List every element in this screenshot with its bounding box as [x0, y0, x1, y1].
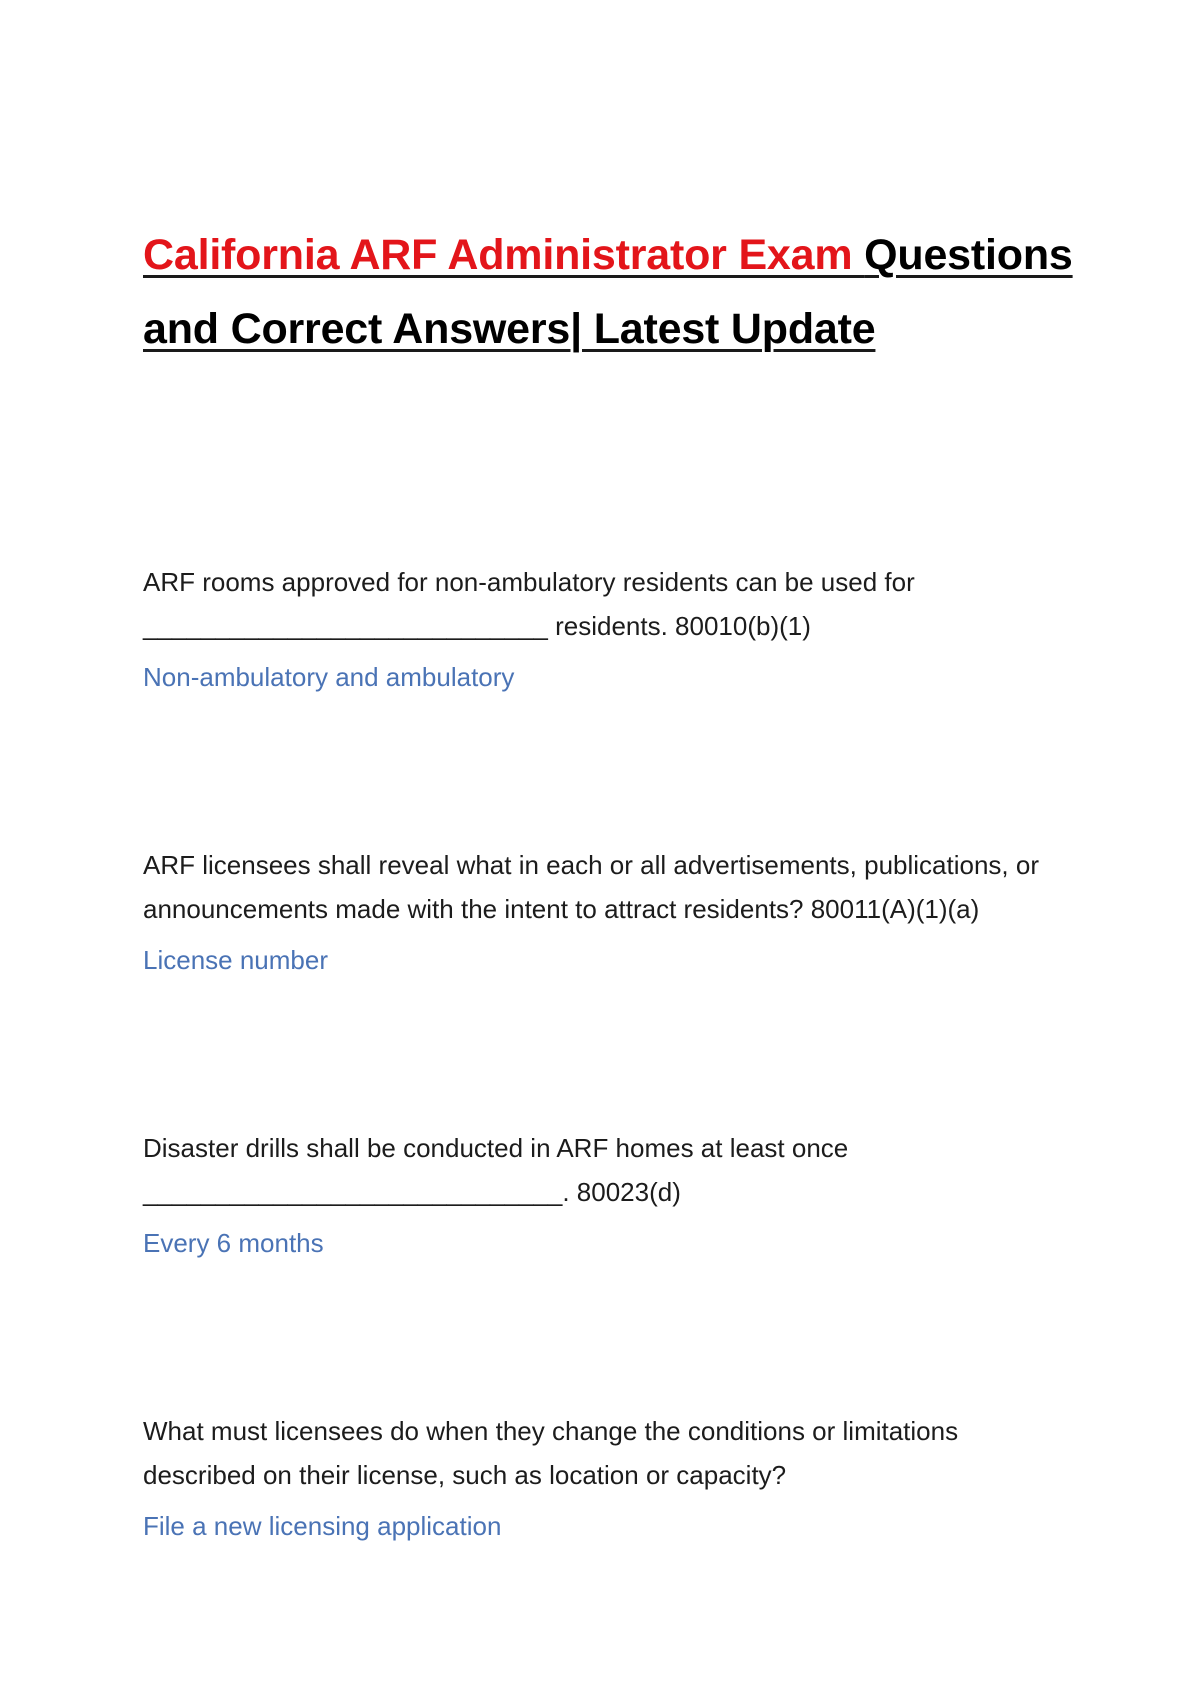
question-text: Disaster drills shall be conducted in ARF homes at least once _____________________________. 80023(d): [143, 1133, 849, 1207]
answer-text: File a new licensing application: [143, 1511, 502, 1541]
qa-list: [143, 560, 1073, 1692]
title-accent-text: California ARF Administrator Exam: [143, 231, 865, 279]
answer-text: License number: [143, 945, 328, 975]
answer-text: Non-ambulatory and ambulatory: [143, 662, 515, 692]
question-text: What must licensees do when they change the conditions or limitations described on their license, such as location or capacity?: [143, 1416, 959, 1490]
qa-item: [143, 1126, 1073, 1409]
qa-item: [143, 1409, 1073, 1692]
document-title: [143, 218, 1073, 366]
document-page: [143, 218, 1073, 1541]
qa-item: [143, 843, 1073, 1126]
title-rest-text: Questions and Correct Answers| Latest Update: [143, 231, 1073, 353]
qa-item: [143, 560, 1073, 843]
question-text: ARF licensees shall reveal what in each or all advertisements, publications, or announcements made with the intent to attract residents? 80011(A)(1)(a): [143, 850, 1039, 924]
question-text: ARF rooms approved for non-ambulatory residents can be used for ____________________________ residents. 80010(b)(1): [143, 567, 915, 641]
answer-text: Every 6 months: [143, 1228, 324, 1258]
